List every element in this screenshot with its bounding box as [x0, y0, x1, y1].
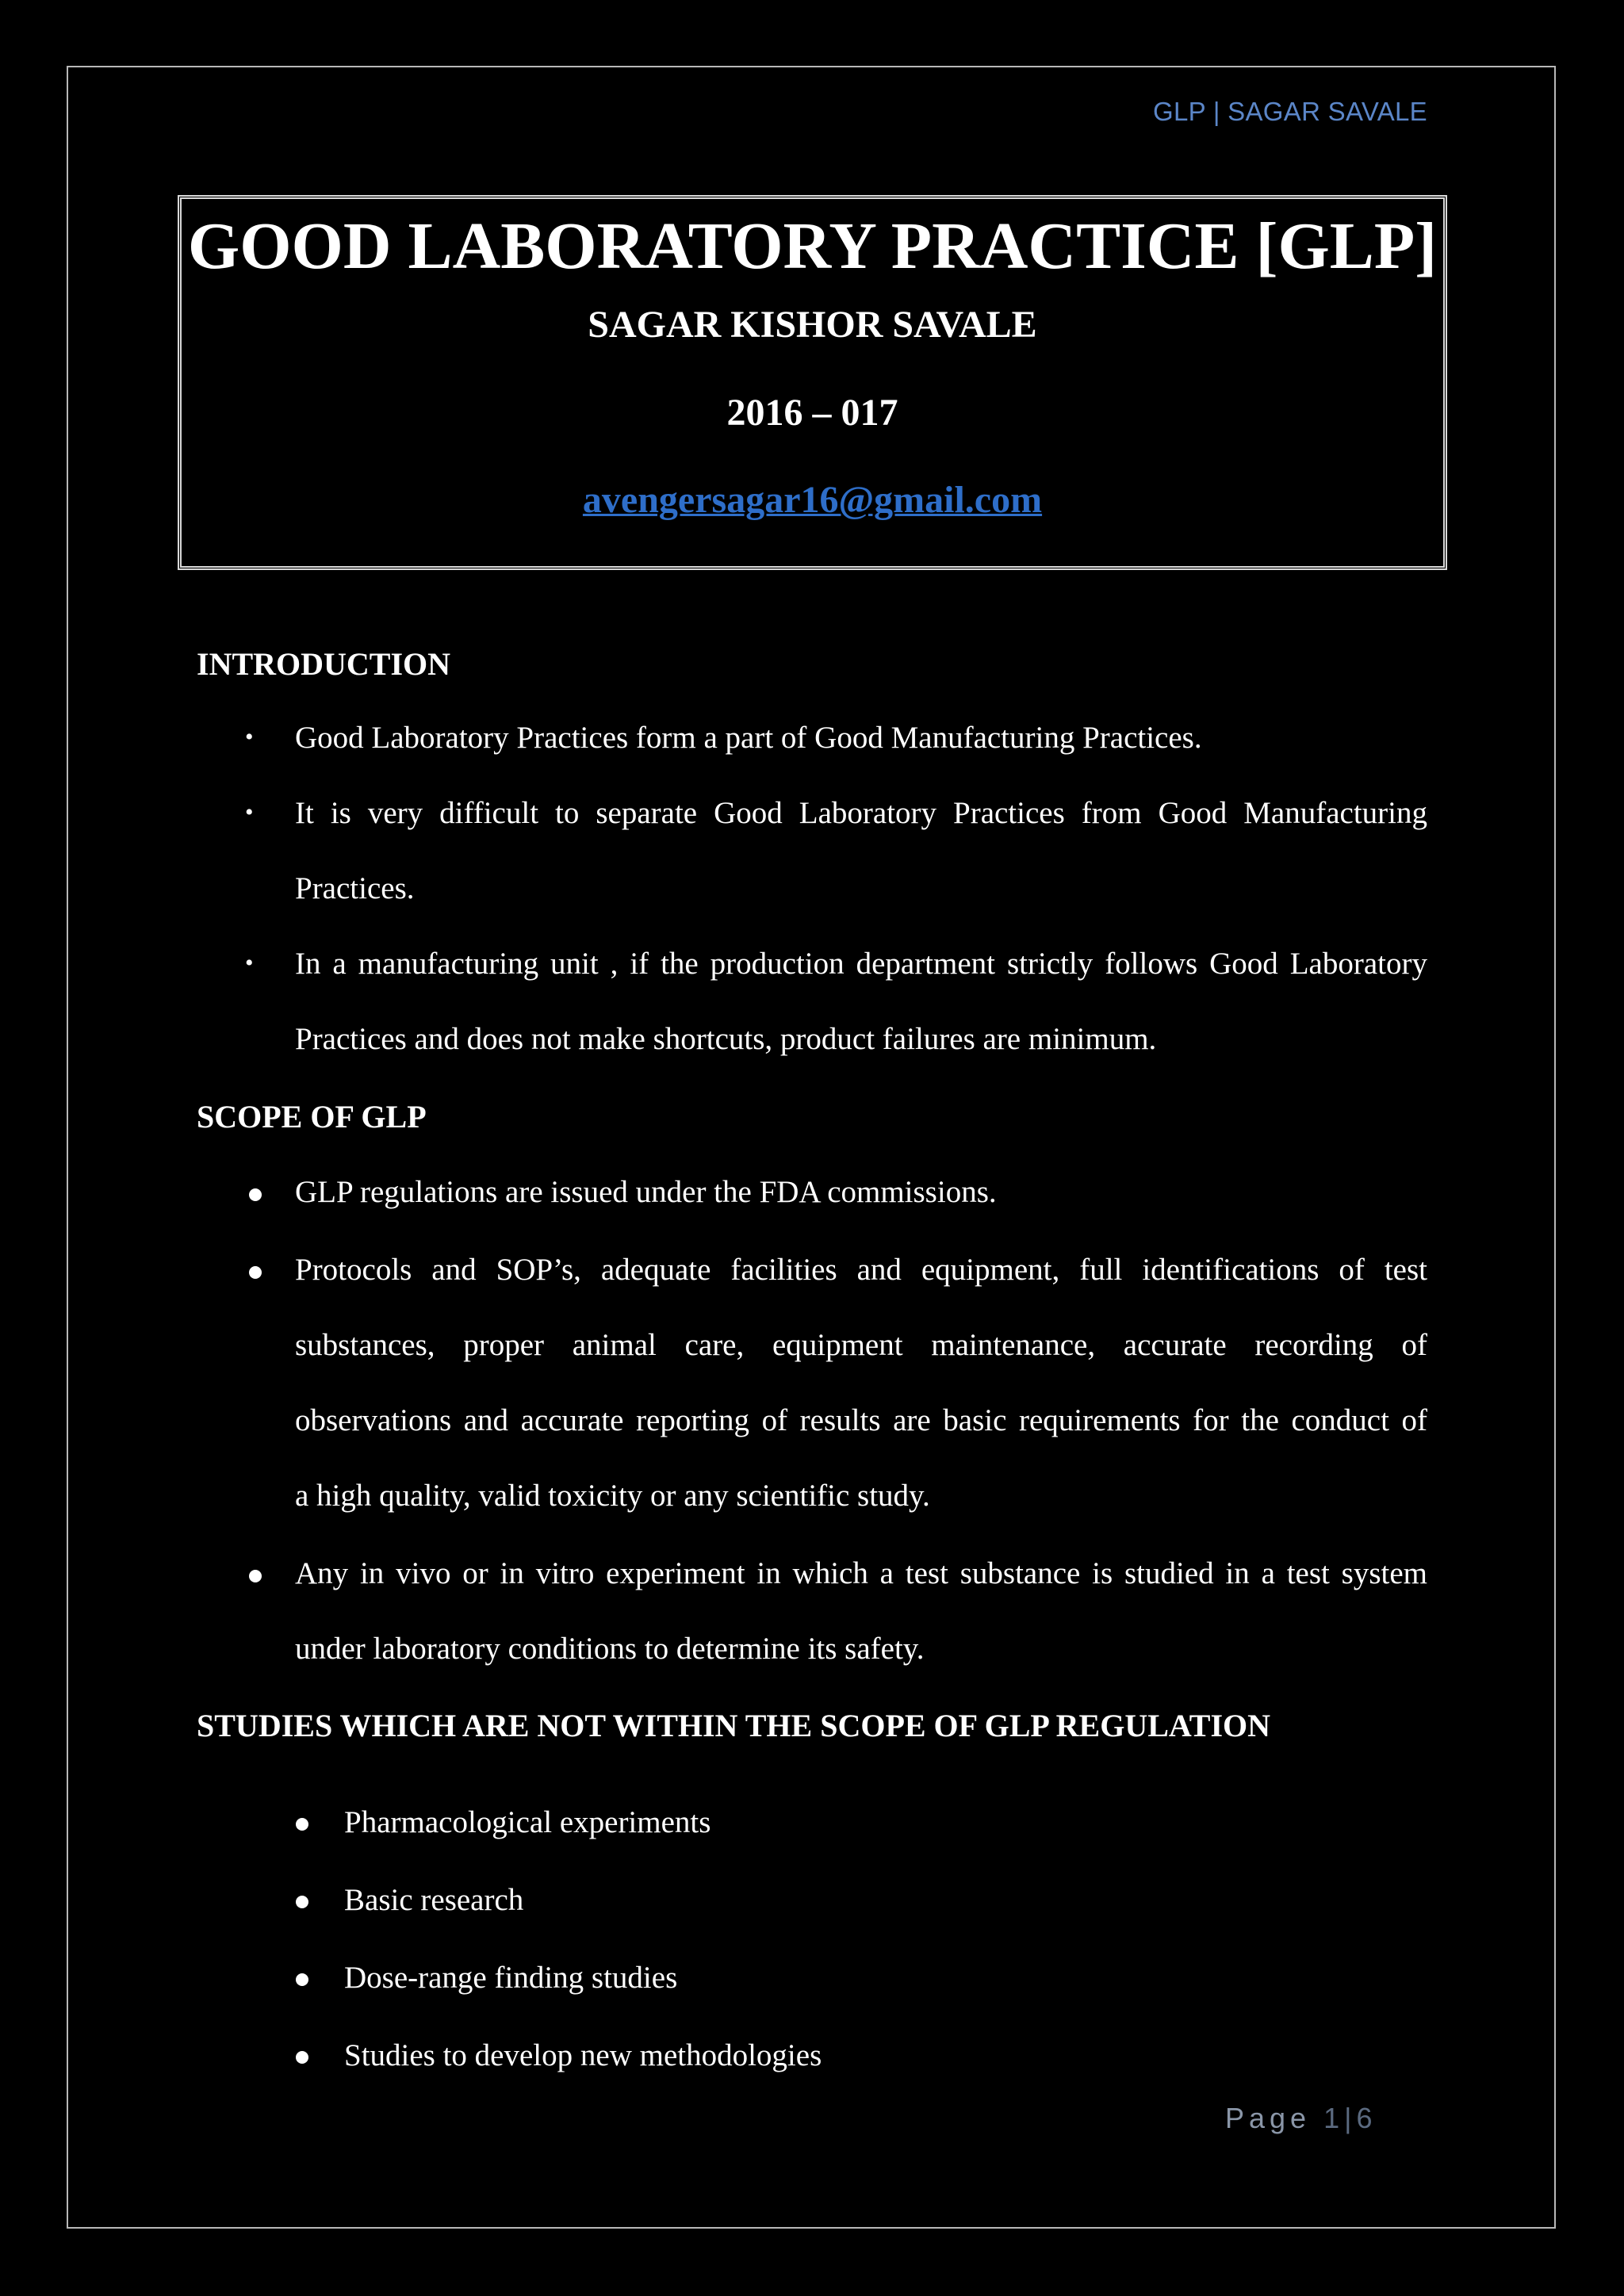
- running-header: GLP | SAGAR SAVALE: [1153, 97, 1427, 126]
- introduction-heading: INTRODUCTION: [197, 646, 451, 682]
- intro-bullet-1-line-1: Good Laboratory Practices form a part of Good Manufacturing Practices.: [295, 721, 1202, 755]
- scope-bullet-1-line-1: GLP regulations are issued under the FDA commissions.: [295, 1175, 997, 1209]
- bullet-icon: •: [245, 724, 254, 750]
- bullet-icon: [249, 1570, 262, 1582]
- scope-bullet-2-line-4: a high quality, valid toxicity or any scientific study.: [295, 1479, 930, 1513]
- author-name: SAGAR KISHOR SAVALE: [588, 304, 1037, 346]
- not-in-scope-item: Pharmacological experiments: [344, 1805, 711, 1839]
- page-label: Page: [1225, 2102, 1312, 2134]
- title-box: [178, 195, 1447, 570]
- current-page-number: 1: [1323, 2102, 1340, 2134]
- intro-bullet-2-line-1: It is very difficult to separate Good Laboratory Practices from Good Manufacturing: [295, 796, 1427, 830]
- scope-bullet-2-line-2: substances, proper animal care, equipment maintenance, accurate recording of: [295, 1328, 1427, 1362]
- not-in-scope-item: Dose-range finding studies: [344, 1961, 678, 1995]
- not-in-scope-item: Studies to develop new methodologies: [344, 2038, 822, 2072]
- page-separator: |: [1344, 2102, 1352, 2134]
- intro-bullet-3-line-2: Practices and does not make shortcuts, product failures are minimum.: [295, 1022, 1157, 1056]
- scope-heading: SCOPE OF GLP: [197, 1099, 427, 1135]
- scope-bullet-3-line-2: under laboratory conditions to determine its safety.: [295, 1632, 925, 1666]
- scope-bullet-3-line-1: Any in vivo or in vitro experiment in which a test substance is studied in a test system: [295, 1556, 1427, 1590]
- not-in-scope-item: Basic research: [344, 1883, 524, 1917]
- bullet-icon: [249, 1188, 262, 1201]
- bullet-icon: [249, 1266, 262, 1279]
- academic-year: 2016 – 017: [726, 392, 898, 434]
- document-title: GOOD LABORATORY PRACTICE [GLP]: [187, 209, 1438, 283]
- total-pages-number: 6: [1356, 2102, 1373, 2134]
- intro-bullet-2-line-2: Practices.: [295, 871, 415, 905]
- bullet-icon: •: [245, 950, 254, 976]
- bullet-icon: [296, 2051, 308, 2064]
- not-in-scope-heading: STUDIES WHICH ARE NOT WITHIN THE SCOPE OF GLP REGULATION: [197, 1708, 1271, 1743]
- bullet-icon: [296, 1818, 308, 1831]
- email-link[interactable]: avengersagar16@gmail.com: [582, 479, 1043, 521]
- bullet-icon: •: [245, 799, 254, 825]
- scope-bullet-2-line-1: Protocols and SOP’s, adequate facilities and equipment, full identifications of test: [295, 1253, 1427, 1287]
- bullet-icon: [296, 1973, 308, 1986]
- email-line: [182, 477, 1443, 523]
- scope-bullet-2-line-3: observations and accurate reporting of results are basic requirements for the conduct of: [295, 1403, 1427, 1437]
- intro-bullet-3-line-1: In a manufacturing unit , if the production department strictly follows Good Laboratory: [295, 947, 1427, 981]
- bullet-icon: [296, 1896, 308, 1908]
- page-footer: [1225, 2102, 1373, 2135]
